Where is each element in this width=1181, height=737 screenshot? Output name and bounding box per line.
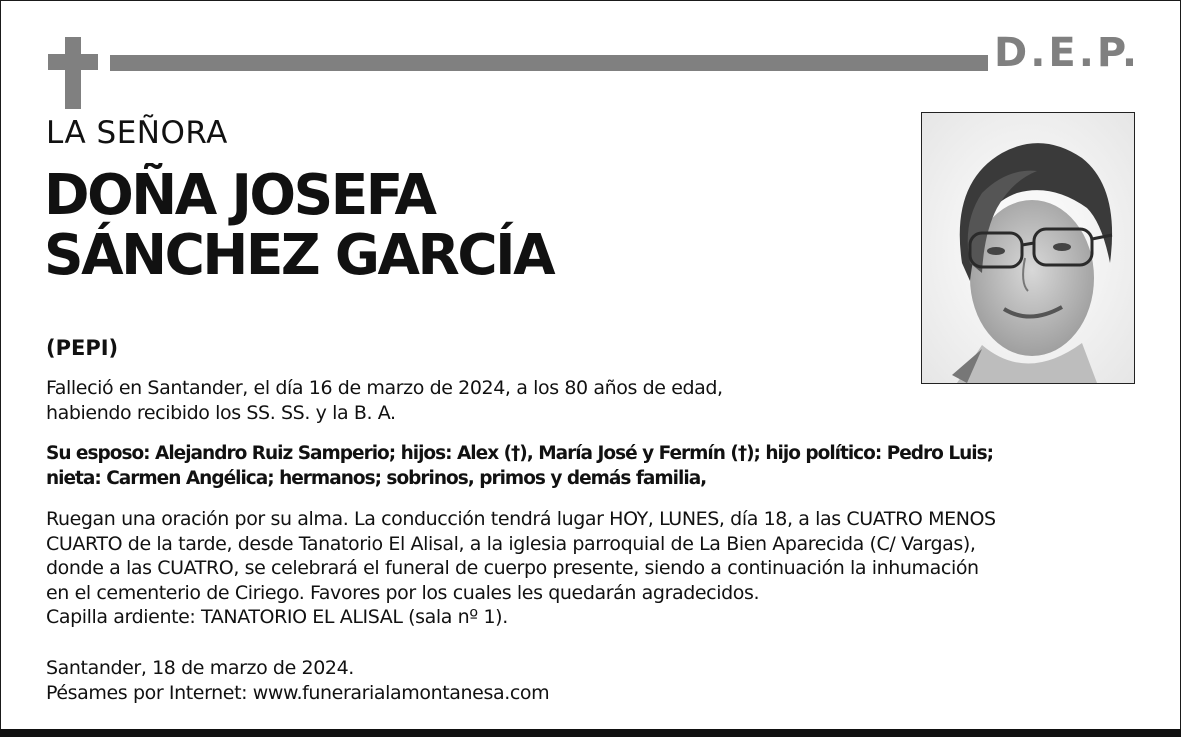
- family-line: Su esposo: Alejandro Ruiz Samperio; hijos: Alex (†), María José y Fermín (†); hijo político: Pedro Luis;: [46, 443, 994, 464]
- service-details: [46, 507, 996, 630]
- deceased-name: [44, 163, 554, 288]
- nickname: (PEPI): [46, 336, 119, 360]
- name-line-1: DOÑA JOSEFA: [44, 163, 435, 228]
- service-line: Ruegan una oración por su alma. La conducción tendrá lugar HOY, LUNES, día 18, a las CUATRO MENOS: [46, 508, 996, 530]
- dep-label: D.E.P.: [994, 30, 1141, 76]
- condolences-link: Pésames por Internet: www.funerarialamontanesa.com: [46, 681, 550, 704]
- honorific: LA SEÑORA: [46, 115, 228, 151]
- bottom-border: [0, 729, 1181, 737]
- service-line: en el cementerio de Ciriego. Favores por los cuales les quedarán agradecidos.: [46, 581, 760, 604]
- death-line: Falleció en Santander, el día 16 de marzo de 2024, a los 80 años de edad,: [46, 377, 723, 399]
- footer: [46, 656, 549, 705]
- portrait-photo: [921, 112, 1135, 384]
- header-rule: [110, 55, 988, 71]
- name-line-2: SÁNCHEZ GARCÍA: [44, 223, 554, 288]
- service-line: CUARTO de la tarde, desde Tanatorio El Alisal, a la iglesia parroquial de La Bien Aparecida (C/ Vargas),: [46, 532, 976, 555]
- service-line: donde a las CUATRO, se celebrará el funeral de cuerpo presente, siendo a continuación la inhumación: [46, 557, 979, 579]
- family-list: [46, 442, 993, 491]
- death-line: habiendo recibido los SS. SS. y la B. A.: [46, 401, 396, 424]
- place-date: Santander, 18 de marzo de 2024.: [46, 657, 354, 679]
- death-notice: [46, 376, 723, 425]
- family-line: nieta: Carmen Angélica; hermanos; sobrinos, primos y demás familia,: [46, 467, 707, 489]
- service-line: Capilla ardiente: TANATORIO EL ALISAL (sala nº 1).: [46, 606, 508, 628]
- cross-icon: [48, 37, 98, 109]
